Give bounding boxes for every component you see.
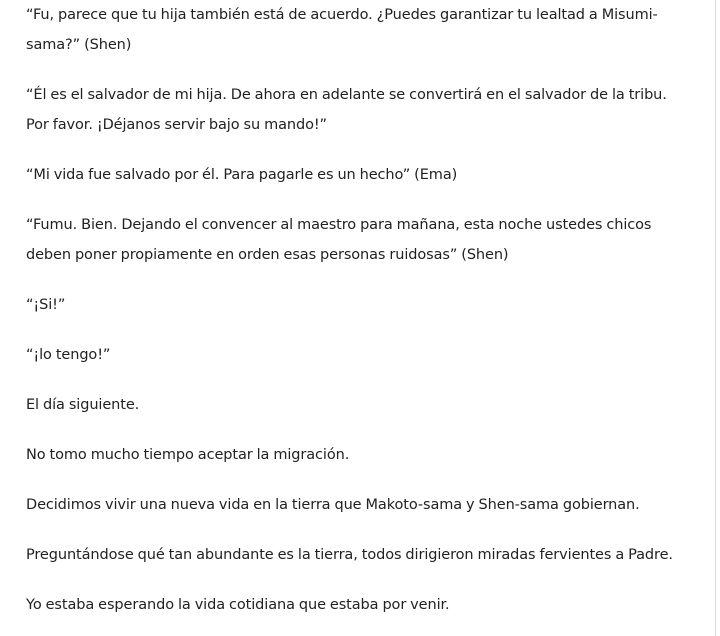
paragraph-8: No tomo mucho tiempo aceptar la migración. bbox=[26, 447, 350, 463]
paragraph-11: Yo estaba esperando la vida cotidiana que estaba por venir. bbox=[26, 597, 450, 613]
paragraph-4: “Fumu. Bien. Dejando el convencer al maestro para mañana, esta noche ustedes chicos deben poner propiamente en orden esas personas ruidosas” (Shen) bbox=[26, 217, 652, 263]
paragraph-7: El día siguiente. bbox=[26, 397, 140, 413]
paragraph-3: “Mi vida fue salvado por él. Para pagarle es un hecho” (Ema) bbox=[26, 167, 458, 183]
paragraph-1: “Fu, parece que tu hija también está de acuerdo. ¿Puedes garantizar tu lealtad a Misumi-sama?” (Shen) bbox=[26, 7, 658, 53]
paragraph-10: Preguntándose qué tan abundante es la tierra, todos dirigieron miradas fervientes a Padre. bbox=[26, 547, 673, 563]
paragraph-2: “Él es el salvador de mi hija. De ahora en adelante se convertirá en el salvador de la tribu. Por favor. ¡Déjanos servir bajo su mando!” bbox=[26, 87, 667, 133]
scrollbar-track[interactable] bbox=[715, 0, 716, 636]
paragraph-5: “¡Si!” bbox=[26, 297, 66, 313]
story-text bbox=[26, 0, 676, 636]
paragraph-6: “¡lo tengo!” bbox=[26, 347, 111, 363]
paragraph-9: Decidimos vivir una nueva vida en la tierra que Makoto-sama y Shen-sama gobiernan. bbox=[26, 497, 640, 513]
